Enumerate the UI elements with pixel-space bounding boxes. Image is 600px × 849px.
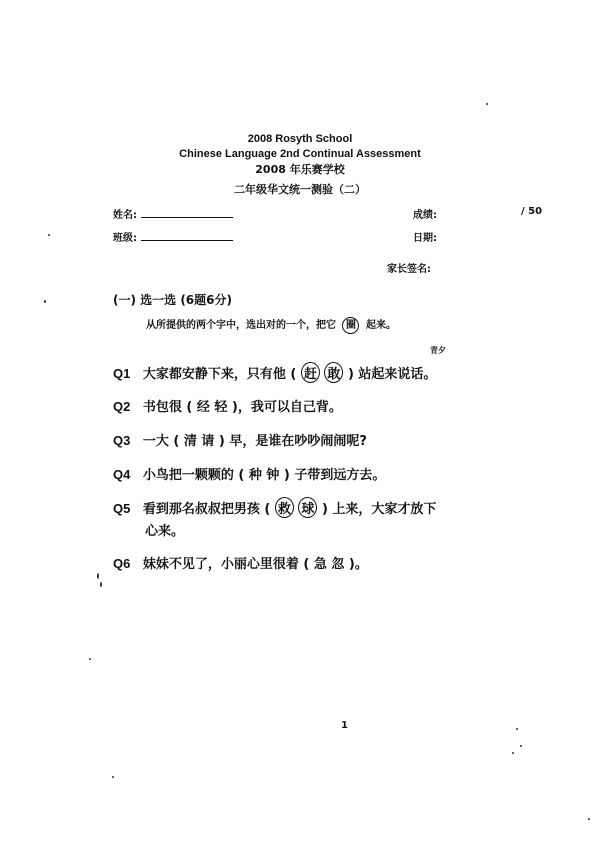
- class-label: 班级:: [113, 233, 137, 244]
- circled-answer: 赶: [301, 362, 320, 383]
- handwritten-note: 青夕: [430, 346, 446, 355]
- instruction-text: 从所提供的两个字中，选出对的一个，把它: [146, 320, 336, 331]
- question-text: 书包很 ( 经 轻 )，我可以自己背。: [142, 400, 342, 415]
- question-3: [113, 430, 367, 449]
- question-text: 大家都安静下来，只有他 (: [142, 367, 297, 382]
- scan-speck: [97, 573, 99, 579]
- name-label: 姓名:: [113, 210, 137, 221]
- question-1: [113, 362, 436, 383]
- section-title: (一) 选一选 (6题6分): [113, 293, 232, 307]
- score-label: 成绩:: [413, 210, 437, 221]
- question-text-end: ) 站起来说话。: [347, 367, 437, 382]
- exam-name-cn: 二年级华文统一测验（二）: [234, 183, 366, 196]
- name-field: [113, 206, 233, 221]
- school-name-cn: 2008 年乐赛学校: [255, 163, 345, 176]
- scan-speck: [44, 300, 46, 303]
- question-4: [113, 464, 385, 483]
- page-number: 1: [341, 720, 348, 731]
- question-text: 妹妹不见了，小丽心里很着 ( 急 忽 )。: [142, 557, 368, 572]
- question-5-continued: 心来。: [145, 524, 185, 539]
- question-number: Q1: [113, 366, 131, 381]
- question-5: [113, 497, 436, 518]
- school-name: 2008 Rosyth School: [247, 133, 353, 145]
- scan-speck: [588, 818, 590, 820]
- question-6: [113, 553, 368, 572]
- score-total: / 50: [521, 206, 543, 217]
- instruction-text-end: 起来。: [365, 320, 396, 331]
- scan-speck: [516, 728, 518, 730]
- assessment-name: Chinese Language 2nd Continual Assessment: [179, 148, 421, 160]
- question-text-end: ) 上来，大家才放下: [321, 502, 437, 517]
- question-number: Q6: [113, 556, 131, 571]
- scan-speck: [512, 752, 514, 754]
- class-blank: [141, 230, 233, 241]
- date-label: 日期:: [413, 233, 437, 244]
- circled-option: 敢: [324, 362, 343, 383]
- question-number: Q2: [113, 399, 131, 414]
- scan-speck: [48, 234, 50, 236]
- question-2: [113, 396, 342, 415]
- section-instruction: [146, 316, 396, 334]
- class-field: [113, 229, 233, 244]
- exam-header: [0, 132, 600, 197]
- question-text: 看到那名叔叔把男孩 (: [142, 502, 271, 517]
- scan-speck: [89, 658, 91, 660]
- scan-speck: [520, 745, 522, 747]
- question-number: Q3: [113, 433, 131, 448]
- scan-speck: [486, 103, 488, 105]
- scan-speck: [112, 776, 114, 778]
- question-number: Q4: [113, 467, 131, 482]
- question-number: Q5: [113, 501, 131, 516]
- circled-option: 球: [298, 497, 317, 518]
- instruction-circle-word: 圈: [342, 317, 359, 334]
- circled-answer: 救: [275, 497, 294, 518]
- question-text: 小鸟把一颗颗的 ( 种 钟 ) 子带到远方去。: [142, 468, 386, 483]
- scan-speck: [100, 582, 102, 587]
- question-text: 一大 ( 清 请 ) 早，是谁在吵吵闹闹呢?: [142, 434, 367, 449]
- name-blank: [141, 207, 233, 218]
- parent-signature-label: 家长签名:: [387, 264, 431, 275]
